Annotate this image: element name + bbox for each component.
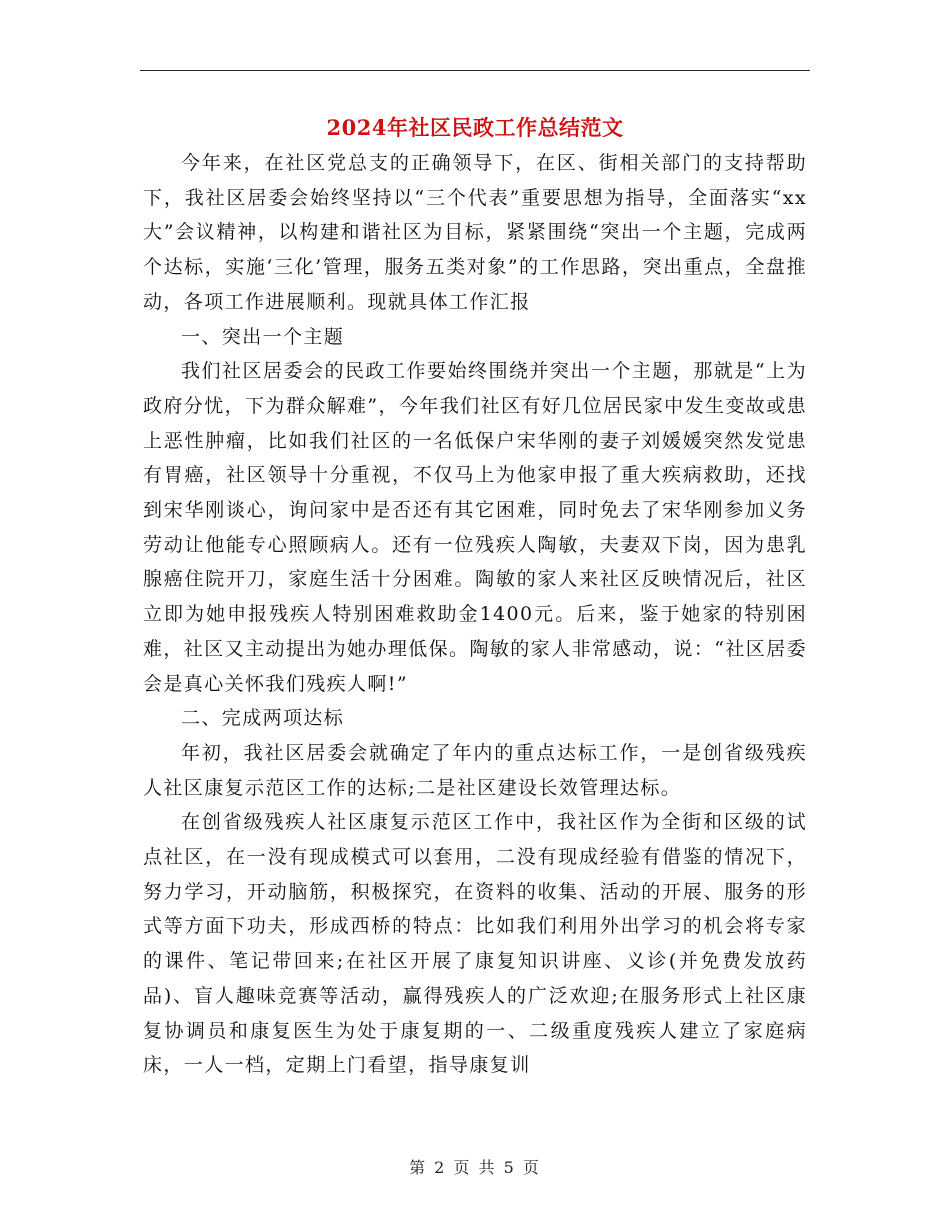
page-number-footer: 第 2 页 共 5 页: [409, 1158, 541, 1177]
paragraph-section-2b: 在创省级残疾人社区康复示范区工作中，我社区作为全街和区级的试点社区，在一没有现成模式可以套用，二没有现成经验有借鉴的情况下，努力学习，开动脑筋，积极探究，在资料的收集、活动的开展、服务的形式等方面下功夫，形成西桥的特点：比如我们利用外出学习的机会将专家的课件、笔记带回来;在社区开展了康复知识讲座、义诊(并免费发放药品)、盲人趣味竞赛等活动，赢得残疾人的广泛欢迎;在服务形式上社区康复协调员和康复医生为处于康复期的一、二级重度残疾人建立了家庭病床，一人一档，定期上门看望，指导康复训: [143, 811, 807, 1077]
document-title: 2024年社区民政工作总结范文: [326, 115, 624, 140]
paragraph-section-2a: 年初，我社区居委会就确定了年内的重点达标工作，一是创省级残疾人社区康复示范区工作的达标;二是社区建设长效管理达标。: [143, 741, 807, 799]
header-rule: [140, 70, 810, 71]
section-heading-1: 一、突出一个主题: [181, 325, 345, 348]
section-heading-2: 二、完成两项达标: [181, 707, 345, 730]
paragraph-section-1: 我们社区居委会的民政工作要始终围绕并突出一个主题，那就是“上为政府分忧，下为群众解难”，今年我们社区有好几位居民家中发生变故或患上恶性肿瘤，比如我们社区的一名低保户宋华刚的妻子刘媛媛突然发觉患有胃癌，社区领导十分重视，不仅马上为他家申报了重大疾病救助，还找到宋华刚谈心，询问家中是否还有其它困难，同时免去了宋华刚参加义务劳动让他能专心照顾病人。还有一位残疾人陶敏，夫妻双下岗，因为患乳腺癌住院开刀，家庭生活十分困难。陶敏的家人来社区反映情况后，社区立即为她申报残疾人特别困难救助金1400元。后来，鉴于她家的特别困难，社区又主动提出为她办理低保。陶敏的家人非常感动，说：“社区居委会是真心关怀我们残疾人啊!”: [143, 360, 807, 695]
paragraph-intro: 今年来，在社区党总支的正确领导下，在区、街相关部门的支持帮助下，我社区居委会始终坚持以“三个代表”重要思想为指导，全面落实“xx大”会议精神，以构建和谐社区为目标，紧紧围绕“突出一个主题，完成两个达标，实施‘三化’管理，服务五类对象”的工作思路，突出重点，全盘推动，各项工作进展顺利。现就具体工作汇报: [143, 152, 807, 313]
document-body: [143, 146, 807, 1083]
